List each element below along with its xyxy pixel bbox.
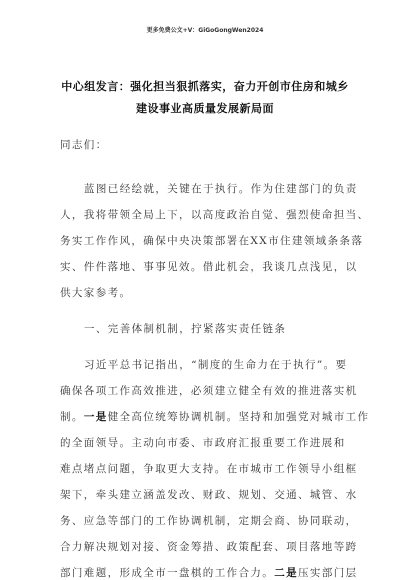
emphasis-marker: 一是 <box>83 411 108 423</box>
paragraph-1-line: 务实工作作风，确保中央决策部署在XX市住建领域条条落 <box>60 235 364 247</box>
paragraph-2-line: 确保各项工作高效推进，必须建立健全有效的推进落实机 <box>60 385 358 397</box>
header-note: 更多免费公文+V：GiGoGongWen2024 <box>146 27 264 34</box>
paragraph-1-line: 蓝图已经绘就，关键在于执行。作为住建部门的负责 <box>84 183 358 195</box>
salutation: 同志们： <box>60 139 108 151</box>
paragraph-2-line <box>60 410 370 424</box>
paragraph-2-line: 习近平总书记指出，“制度的生命力在于执行”。要 <box>84 359 348 371</box>
paragraph-2-line: 难点堵点问题，争取更大支持。在市城市工作领导小组框 <box>60 463 358 475</box>
title-line-1: 中心组发言：强化担当狠抓落实，奋力开创市住房和城乡 <box>61 80 349 93</box>
text-run: 制。 <box>60 411 84 423</box>
title-line-2: 建设事业高质量发展新局面 <box>136 102 274 115</box>
paragraph-1-line: 供大家参考。 <box>60 287 132 299</box>
paragraph-2-line: 务、应急等部门的工作协调机制，定期会商、协同联动， <box>60 515 358 527</box>
emphasis-marker: 二是 <box>274 567 299 579</box>
paragraph-2-line: 合力解决规划对接、资金筹措、政策配套、项目落地等跨 <box>60 541 358 553</box>
paragraph-1-line: 实、件件落地、事事见效。借此机会，我谈几点浅见，以 <box>60 261 358 273</box>
paragraph-2-line: 的全面领导。主动向市委、市政府汇报重要工作进展和 <box>60 437 346 449</box>
paragraph-2-line: 架下，牵头建立涵盖发改、财政、规划、交通、城管、水 <box>60 489 358 501</box>
text-run: 健全高位统筹协调机制。坚持和加强党对城市工作 <box>107 411 370 423</box>
text-run: 压实部门层 <box>298 567 358 579</box>
text-run: 部门难题，形成全市一盘棋的工作合力。 <box>60 567 275 579</box>
section-1-heading: 一、完善体制机制，拧紧落实责任链条 <box>84 323 287 335</box>
paragraph-2-line <box>60 566 358 580</box>
paragraph-1-line: 人，我将带领全局上下，以高度政治自觉、强烈使命担当、 <box>60 209 370 221</box>
